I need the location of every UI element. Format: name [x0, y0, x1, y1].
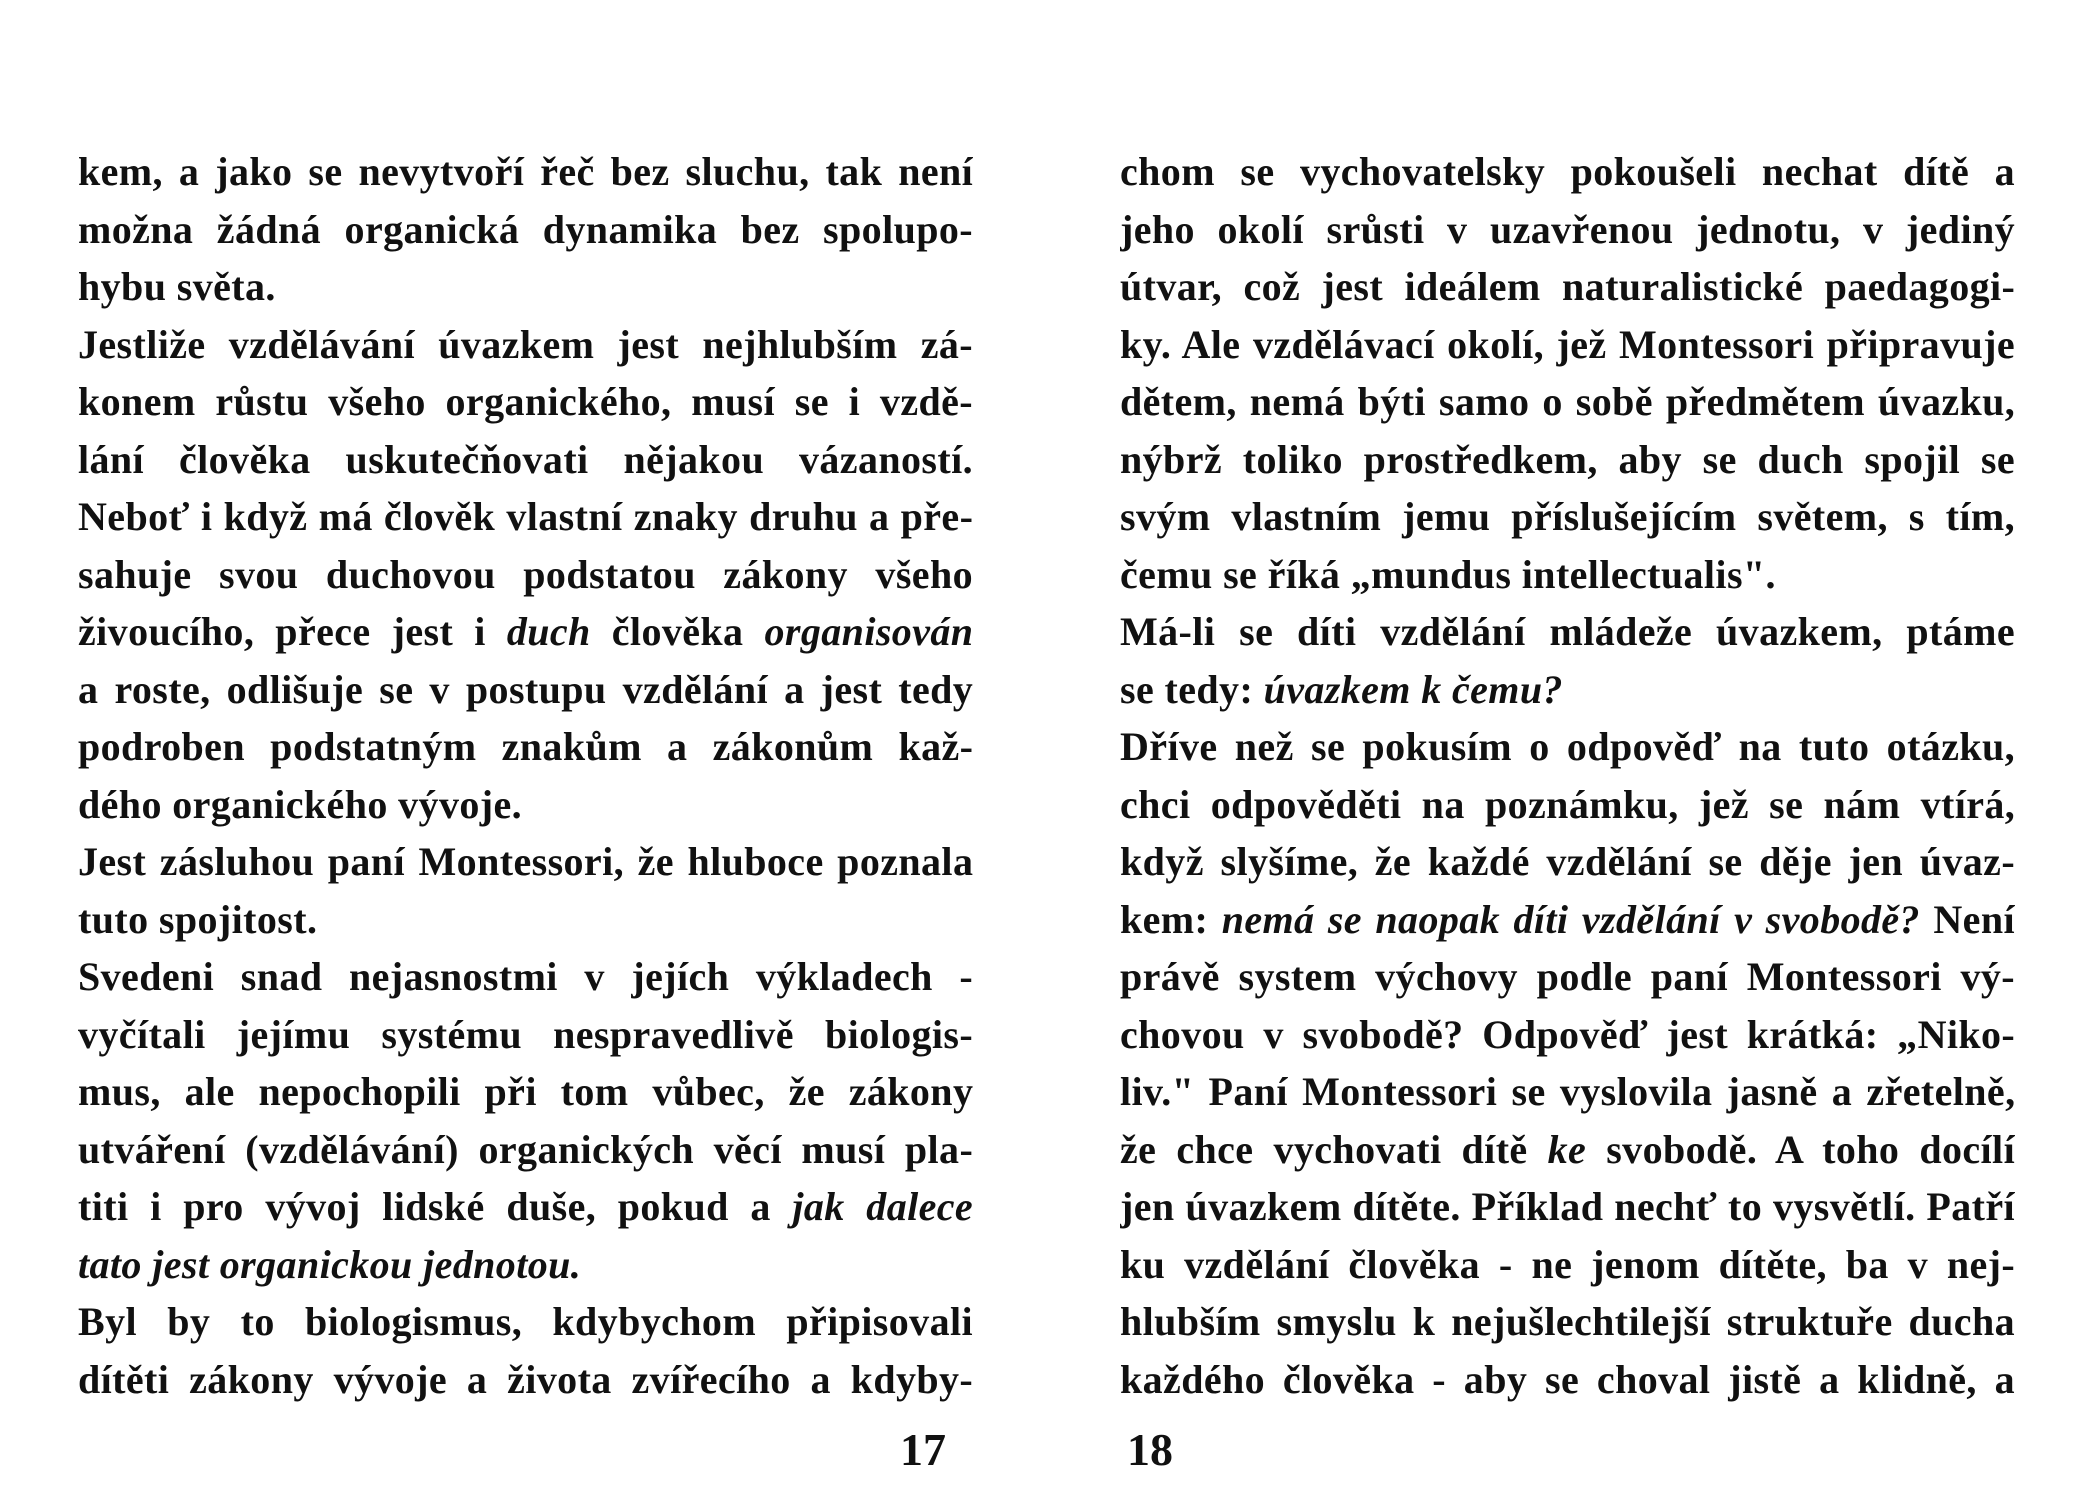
text-line: mus, ale nepochopili při tom vůbec, že zákony: [78, 1069, 973, 1114]
text-line: vyčítali jejímu systému nespravedlivě biologis-: [78, 1011, 973, 1057]
text-line: konem růstu všeho organického, musí se i vzdě-: [78, 379, 973, 424]
text-line: Jestliže vzdělávání úvazkem jest nejhlubším zá-: [78, 321, 973, 367]
text-line: tato jest organickou jednotou.: [78, 1241, 582, 1287]
text-line: sahuje svou duchovou podstatou zákony všeho: [78, 551, 973, 597]
text-line: právě system výchovy podle paní Montessori vý-: [1120, 954, 2015, 999]
text-line: kem, a jako se nevytvoří řeč bez sluchu, tak není: [78, 149, 973, 194]
text-line: tuto spojitost.: [78, 896, 318, 942]
emphasis-text: jak dalece: [792, 1184, 973, 1229]
text-line: Neboť i když má člověk vlastní znaky druhu a pře-: [78, 494, 973, 539]
text-line: kem: nemá se naopak díti vzdělání v svobodě? Není: [1120, 896, 2015, 942]
text-line: že chce vychovati dítě ke svobodě. A toho docílí: [1120, 1126, 2015, 1172]
text-line: titi i pro vývoj lidské duše, pokud a jak dalece: [78, 1184, 973, 1229]
text-line: Byl by to biologismus, kdybychom připisovali: [78, 1299, 973, 1344]
text-line: chovou v svobodě? Odpověď jest krátká: „Niko-: [1120, 1011, 2015, 1057]
text-line: Dříve než se pokusím o odpověď na tuto otázku,: [1120, 724, 2015, 769]
text-line: chci odpověděti na poznámku, jež se nám vtírá,: [1120, 781, 2015, 827]
emphasis-text: duch: [506, 609, 591, 654]
text-line: Má-li se díti vzdělání mládeže úvazkem, ptáme: [1120, 609, 2015, 654]
text-line: možna žádná organická dynamika bez spolupo-: [78, 206, 973, 252]
text-line: a roste, odlišuje se v postupu vzdělání a jest tedy: [78, 666, 973, 712]
emphasis-text: úvazkem k čemu?: [1263, 666, 1563, 712]
text-line: lání člověka uskutečňovati nějakou vázaností.: [78, 436, 973, 482]
left-page-text: [78, 143, 973, 1408]
right-page: [1047, 0, 2094, 1500]
text-line: čemu se říká „mundus intellectualis".: [1120, 551, 1776, 597]
text-line: Svedeni snad nejasnostmi v jejích výkladech -: [78, 954, 973, 999]
page-number: 18: [1127, 1424, 1173, 1475]
text-line: ky. Ale vzdělávací okolí, jež Montessori připravuje: [1120, 321, 2015, 367]
text-line: hybu světa.: [78, 264, 276, 309]
emphasis-text: ke: [1547, 1126, 1587, 1172]
text-line: utváření (vzdělávání) organických věcí musí pla-: [78, 1126, 973, 1172]
text-line: podroben podstatným znakům a zákonům kaž-: [78, 724, 973, 769]
page-number: 17: [900, 1424, 946, 1475]
emphasis-text: nemá se naopak díti vzdělání v svobodě?: [1221, 896, 1920, 942]
text-line: když slyšíme, že každé vzdělání se děje jen úvaz-: [1120, 839, 2015, 884]
text-line: útvar, což jest ideálem naturalistické paedagogi-: [1120, 264, 2015, 309]
text-line: chom se vychovatelsky pokoušeli nechat dítě a: [1120, 149, 2015, 194]
text-line: svým vlastním jemu příslušejícím světem, s tím,: [1120, 494, 2015, 539]
text-line: dého organického vývoje.: [78, 781, 523, 827]
text-line: živoucího, přece jest i duch člověka organisován: [78, 609, 973, 654]
text-line: hlubším smyslu k nejušlechtilejší struktuře ducha: [1120, 1299, 2015, 1344]
emphasis-text: organisován: [764, 609, 973, 654]
text-line: jen úvazkem dítěte. Příklad nechť to vysvětlí. Patří: [1120, 1184, 2015, 1229]
right-page-text: [1120, 143, 2015, 1408]
text-line: nýbrž toliko prostředkem, aby se duch spojil se: [1120, 436, 2015, 482]
text-line: ku vzdělání člověka - ne jenom dítěte, ba v nej-: [1120, 1241, 2015, 1287]
text-line: každého člověka - aby se choval jistě a klidně, a: [1120, 1356, 2015, 1402]
text-line: jeho okolí srůsti v uzavřenou jednotu, v jediný: [1120, 206, 2015, 252]
text-line: se tedy: úvazkem k čemu?: [1120, 666, 1563, 712]
text-line: dítěti zákony vývoje a života zvířecího a kdyby-: [78, 1356, 973, 1402]
text-line: liv." Paní Montessori se vyslovila jasně a zřetelně,: [1120, 1069, 2015, 1114]
text-line: Jest zásluhou paní Montessori, že hluboce poznala: [78, 839, 973, 884]
text-line: dětem, nemá býti samo o sobě předmětem úvazku,: [1120, 379, 2015, 424]
